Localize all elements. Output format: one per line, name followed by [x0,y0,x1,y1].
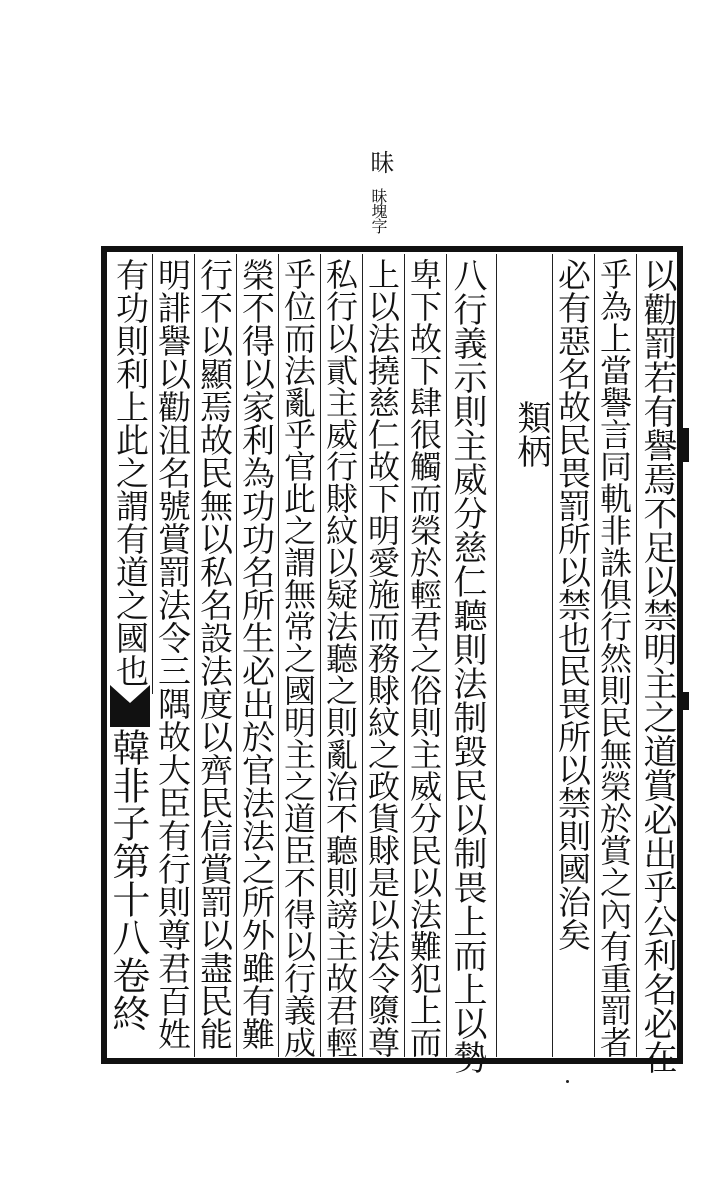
book-title: 韓非子第十八卷終 [105,728,150,1032]
text-column-6: 卑下故下肆很觸而榮於輕君之俗則主威分民以法難犯上而 [405,258,443,1058]
text-column-12: 明誹譽以勸沮名號賞罰法令三隅故大臣有行則尊君百姓 [153,258,192,1050]
text-column-7: 上以法撓慈仁故下明愛施而務賕紋之政貨賕是以法令隳尊 [363,258,401,1058]
text-column-11: 行不以顯焉故民無以私名設法度以齊民信賞罰以盡民能 [195,258,234,1050]
ink-dot [566,1080,569,1083]
margin-note-gloss: 昧塊字 [369,188,388,233]
edge-mark [683,428,689,462]
fishtail-mark-icon [108,683,152,727]
column-divider [496,254,497,1057]
margin-note-top: 昧 [366,150,394,174]
text-column-8: 私行以貳主威行賕紋以疑法聽之則亂治不聽則謗主故君輕 [321,258,359,1058]
edge-mark [683,692,689,710]
text-column-1: 以勸罰若有譽焉不足以禁明主之道賞必出乎公利名必在 [637,258,677,1074]
text-column-13: 有功則利上此之謂有道之國也 [111,258,150,687]
text-column-3: 必有惡名故民畏罰所以禁也民畏所以禁則國治矣 [553,258,592,951]
text-column-5: 八行義示則主威分慈仁聽則法制毀民以制畏上而上以勢 [447,258,487,1074]
section-heading: 類柄 [511,400,551,468]
text-column-9: 乎位而法亂乎官此之謂無常之國明主之道臣不得以行義成 [279,258,317,1058]
text-column-10: 榮不得以家利為功功名所生必出於官法法之所外雖有難 [237,258,276,1050]
text-column-2: 乎為上當譽言同軌非誅俱行然則民無榮於賞之內有重罰者 [595,258,633,1058]
